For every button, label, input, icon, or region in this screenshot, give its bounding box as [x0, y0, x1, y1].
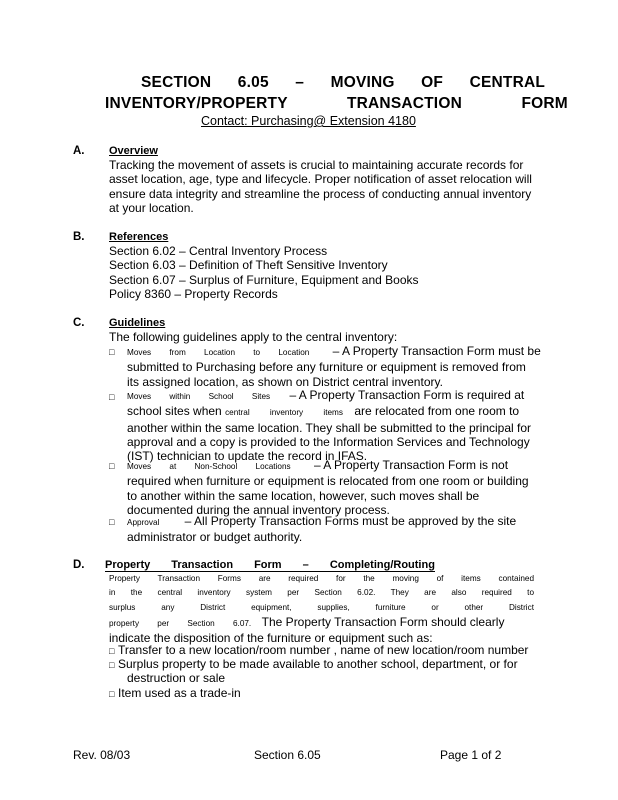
reference-item: Section 6.07 – Surplus of Furniture, Equipment and Books — [109, 272, 419, 287]
contact-line: Contact: Purchasing@ Extension 4180 — [201, 114, 416, 128]
guideline-label: Moves within School Sites — [127, 392, 271, 401]
overview-line: asset location, age, type and lifecycle. Proper notification of asset relocation will — [109, 172, 532, 187]
square-bullet-icon: □ — [109, 517, 115, 527]
overview-line: ensure data integrity and streamline the process of conducting annual inventory — [109, 186, 532, 201]
section-letter-b: B. — [73, 231, 85, 243]
references-list — [109, 244, 419, 301]
section-heading-overview: Overview — [109, 145, 158, 157]
square-bullet-icon: □ — [109, 461, 115, 471]
reference-item: Policy 8360 – Property Records — [109, 286, 278, 301]
square-bullet-icon: □ — [109, 689, 115, 699]
square-bullet-icon: □ — [109, 392, 115, 402]
footer-page-number: Page 1 of 2 — [440, 748, 502, 762]
guideline-label: Approval — [127, 518, 160, 527]
overview-line: at your location. — [109, 200, 194, 215]
overview-line: Tracking the movement of assets is crucial to maintaining accurate records for — [109, 158, 524, 172]
section-letter-a: A. — [73, 145, 85, 157]
square-bullet-icon: □ — [109, 347, 115, 357]
completing-paragraph: Property Transaction Forms are required for the moving of items contained in the central inventory system per Section 6.02. They are also required to surplus any District equipment, supplies, furniture or other District property per Section 6.07. The Property Transaction Form should clearly indicate the disposition of the furniture or equipment such as: — [109, 574, 534, 646]
disposition-item: Item used as a trade-in — [118, 686, 241, 700]
guideline-item: Approval – All Property Transaction Forms must be approved by the site administrator or budget authority. — [127, 514, 517, 545]
guideline-item: Moves within School Sites – A Property Transaction Form is required at school sites when central inventory items are relocated from one room to another within the same location. They shall be submitted to the principal for approval and a copy is provided to the Information Services and Technology (IST) technician to update the record in IFAS. — [127, 388, 532, 464]
title-line-1: SECTION 6.05 – MOVING OF CENTRAL — [141, 74, 546, 91]
guideline-item: Moves at Non-School Locations – A Property Transaction Form is not required when furniture or equipment is relocated from one room or building to another within the same location, however, such moves shall be documented during the annual inventory process. — [127, 458, 529, 517]
footer-revision: Rev. 08/03 — [73, 748, 131, 762]
section-letter-d: D. — [73, 559, 85, 571]
section-heading-completing-routing: Property Transaction Form – Completing/Routing — [105, 559, 435, 571]
square-bullet-icon: □ — [109, 660, 115, 670]
guidelines-intro: The following guidelines apply to the central inventory: — [109, 330, 398, 344]
guideline-label: Moves from Location to Location — [127, 348, 310, 357]
reference-item: Section 6.03 – Definition of Theft Sensitive Inventory — [109, 258, 388, 273]
reference-item: Section 6.02 – Central Inventory Process — [109, 244, 328, 258]
guideline-item: Moves from Location to Location – A Property Transaction Form must be submitted to Purchasing before any furniture or equipment is removed from its assigned location, as shown on District central inventory. — [127, 344, 541, 389]
overview-paragraph — [109, 158, 532, 215]
section-letter-c: C. — [73, 317, 85, 329]
disposition-item-continued: destruction or sale — [127, 671, 226, 685]
section-heading-references: References — [109, 231, 169, 243]
section-heading-guidelines: Guidelines — [109, 317, 166, 329]
title-line-2: INVENTORY/PROPERTY TRANSACTION FORM — [105, 95, 568, 112]
square-bullet-icon: □ — [109, 646, 115, 656]
guideline-label: Moves at Non-School Locations — [127, 462, 291, 471]
disposition-item: Surplus property to be made available to another school, department, or for — [118, 657, 518, 671]
disposition-item: Transfer to a new location/room number , name of new location/room number — [118, 643, 529, 657]
footer-section: Section 6.05 — [254, 748, 321, 762]
